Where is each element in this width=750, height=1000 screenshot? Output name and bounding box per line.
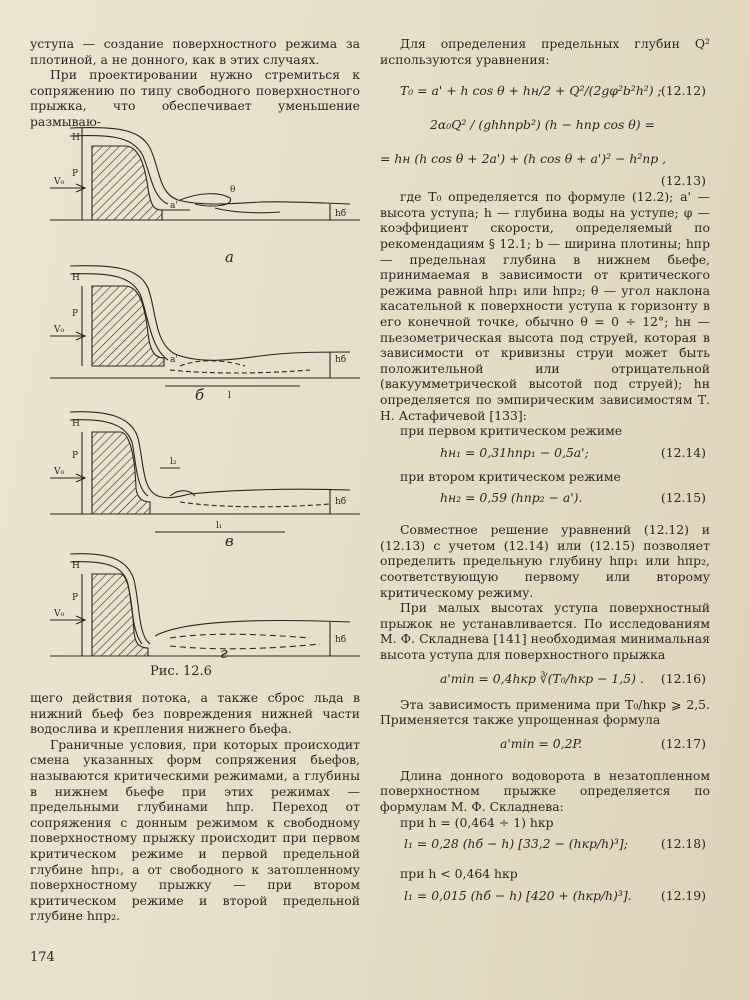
paragraph: При малых высотах уступа поверхностный прыжок не устанавливается. По исследованиям М. Ф. Складнева [141] необходимая минимальная высота уступа для поверхностного прыжка — [380, 600, 710, 663]
label-H: H — [72, 273, 80, 283]
label-P: P — [72, 169, 79, 179]
label-hb: hб — [335, 209, 347, 219]
paragraph: при втором критическом режиме — [400, 468, 621, 484]
label-l: l — [228, 391, 231, 401]
paragraph: Совместное решение уравнений (12.12) и (12.13) с учетом (12.14) или (12.15) позволяет определить предельную глубину hпр₁ или hпр₂, соответствующую первому или второму критическому режиму. — [380, 522, 710, 600]
label-P: P — [72, 451, 79, 461]
paragraph: Длина донного водоворота в незатопленном поверхностном прыжке определяется по формулам М. Ф. Складнева: — [380, 767, 710, 814]
equation-12-14 — [380, 443, 710, 465]
equation-12-12 — [380, 81, 710, 103]
label-hb: hб — [335, 635, 347, 645]
equation-number: (12.15) — [660, 490, 706, 506]
panel-b-drawing — [50, 266, 360, 386]
label-V0: V₀ — [54, 467, 65, 477]
paragraph: при первом критическом режиме — [400, 423, 623, 439]
equation-body: 2α₀Q² / (ghhпрb²) (h − hпр cos θ) = — [430, 117, 655, 133]
label-l1: l₁ — [216, 521, 223, 531]
equation-12-17 — [380, 734, 710, 756]
equation-body: hн₂ = 0,59 (hпр₂ − a'). — [440, 490, 583, 506]
paragraph: при h = (0,464 ÷ 1) hкр — [400, 814, 554, 830]
label-V0: V₀ — [54, 325, 65, 335]
equation-12-13-line2 — [380, 149, 710, 171]
equation-12-19 — [380, 886, 710, 908]
paragraph: при h < 0,464 hкр — [400, 866, 518, 882]
equation-number: (12.18) — [660, 836, 706, 852]
panel-label-g: г — [220, 644, 228, 662]
label-a-prime: a' — [170, 201, 178, 211]
equation-12-13-number-row — [380, 171, 710, 189]
label-P: P — [72, 309, 79, 319]
figure-caption: Рис. 12.6 — [150, 664, 212, 679]
label-H: H — [72, 133, 80, 143]
equation-body: l₁ = 0,28 (hб − h) [33,2 − (hкр/h)³]; — [404, 836, 628, 852]
label-P: P — [72, 593, 79, 603]
equation-body: a'min = 0,2P. — [500, 735, 583, 751]
page-number: 174 — [30, 950, 55, 965]
paragraph: уступа — создание поверхностного режима за плотиной, а не донного, как в этих случаях. — [30, 36, 360, 67]
panel-label-a: а — [225, 248, 234, 266]
panel-a-drawing — [50, 128, 360, 220]
label-a-prime: a' — [170, 355, 178, 365]
equation-body: hн₁ = 0,31hпр₁ − 0,5a'; — [440, 444, 589, 460]
paragraph: где T₀ определяется по формуле (12.2); a' — высота уступа; h — глубина воды на уступе; φ — коэффициент скорости, определяемый по рекомендациям § 12.1; b — ширина плотины; hпр — предельная глубина в нижнем бьефе, принимаемая в зависимости от критического режима равной hпр₁ или hпр₂; θ — угол наклона касательной к поверхности уступа к горизонту в его конечной точке, обычно θ = 0 ÷ 12°; hн — пьезометрическая высота под струей, которая в зависимости от кривизны струи может быть положительной или отрицательной (вакуумметрической высотой под струей); hн определяется по эмпирическим зависимостям Т. Н. Астафичевой [133]: — [380, 189, 710, 423]
equation-body: T₀ = a' + h cos θ + hн/2 + Q²/(2gφ²b²h²) ; — [400, 83, 662, 99]
equation-number: (12.13) — [660, 173, 706, 189]
panel-v-drawing — [50, 412, 360, 532]
label-theta: θ — [230, 185, 236, 195]
equation-number: (12.16) — [660, 670, 706, 686]
figure-12-6 — [30, 108, 360, 672]
equation-number: (12.12) — [660, 83, 706, 99]
label-V0: V₀ — [54, 609, 65, 619]
equation-body: = hн (h cos θ + 2a') + (h cos θ + a')² − h²пр , — [380, 151, 667, 167]
paragraph: Граничные условия, при которых происходит смена указанных форм сопряжения бьефов, называются критическими режимами, а глубины в нижнем бьефе при этих режимах — предельными глубинами hпр. Переход от сопряжения с донным режимом к свободному поверхностному прыжку происходит при первом критическом режиме и первой предельной глубине hпр₁, а от свободного к затопленному поверхностному прыжку — при втором критическом режиме и второй предельной глубине hпр₂. — [30, 736, 360, 924]
label-H: H — [72, 419, 80, 429]
panel-label-b: б — [195, 386, 205, 404]
paragraph: щего действия потока, а также сброс льда в нижний бьеф без повреждения нижней части водослива и крепления нижнего бьефа. — [30, 690, 360, 737]
equation-body: a'min = 0,4hкр ∛(T₀/hкр − 1,5) . — [440, 670, 644, 686]
paragraph: При проектировании нужно стремиться к сопряжению по типу свободного поверхностного прыжка, что обеспечивает уменьшение размываю- — [30, 67, 360, 129]
panel-label-v: в — [225, 532, 234, 550]
paragraph: Для определения предельных глубин Q² используются уравнения: — [380, 36, 710, 67]
label-l2: l₂ — [170, 457, 177, 467]
equation-number: (12.19) — [660, 887, 706, 903]
right-column — [380, 36, 710, 912]
equation-body: l₁ = 0,015 (hб − h) [420 + (hкр/h)³]. — [404, 887, 632, 903]
equation-number: (12.17) — [660, 735, 706, 751]
paragraph: Эта зависимость применима при T₀/hкр ⩾ 2,5. Применяется также упрощенная формула — [380, 696, 710, 728]
equation-number: (12.14) — [660, 444, 706, 460]
equation-12-13-line1 — [380, 115, 710, 137]
panel-g-drawing — [50, 554, 360, 656]
equation-12-16 — [380, 669, 710, 691]
label-hb: hб — [335, 355, 347, 365]
equation-12-15 — [380, 488, 710, 510]
equation-12-18 — [380, 834, 710, 856]
label-V0: V₀ — [54, 177, 65, 187]
label-hb: hб — [335, 497, 347, 507]
label-H: H — [72, 561, 80, 571]
left-bottom-text — [30, 690, 360, 924]
